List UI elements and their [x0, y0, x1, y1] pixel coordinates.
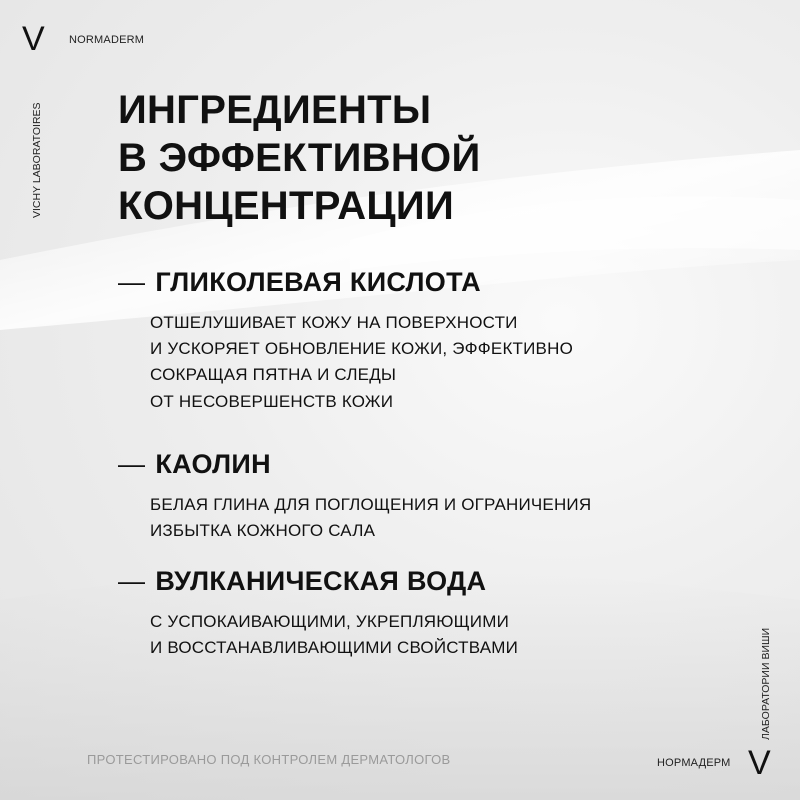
ingredient-heading: [118, 567, 518, 597]
description-line: ИЗБЫТКА КОЖНОГО САЛА: [150, 521, 376, 541]
product-name-bottom: НОРМАДЕРМ: [657, 757, 731, 769]
title-line: ИНГРЕДИЕНТЫ: [118, 88, 432, 132]
ingredient-name: ВУЛКАНИЧЕСКАЯ ВОДА: [155, 566, 487, 596]
description-line: СОКРАЩАЯ ПЯТНА И СЛЕДЫ: [150, 365, 397, 385]
ingredient-name: КАОЛИН: [155, 449, 271, 479]
description-line: БЕЛАЯ ГЛИНА ДЛЯ ПОГЛОЩЕНИЯ И ОГРАНИЧЕНИЯ: [150, 494, 592, 514]
description-line: И ВОССТАНАВЛИВАЮЩИМИ СВОЙСТВАМИ: [150, 638, 519, 658]
title-line: КОНЦЕНТРАЦИИ: [118, 184, 455, 228]
title-line: В ЭФФЕКТИВНОЙ: [118, 136, 481, 180]
dash-marker: —: [118, 566, 146, 596]
vichy-logo-mark: V: [22, 20, 44, 58]
vichy-logo-mark-bottom: V: [748, 744, 770, 782]
dash-marker: —: [118, 449, 146, 479]
ingredient-volcanic-water: [118, 567, 518, 661]
product-name-top: NORMADERM: [69, 34, 145, 46]
ingredient-kaolin: [118, 450, 591, 544]
description-line: С УСПОКАИВАЮЩИМИ, УКРЕПЛЯЮЩИМИ: [150, 611, 509, 631]
ingredient-description: [150, 310, 573, 415]
ingredient-description: [150, 492, 591, 545]
ingredient-heading: [118, 450, 591, 480]
dermatologist-tested-note: ПРОТЕСТИРОВАНО ПОД КОНТРОЛЕМ ДЕРМАТОЛОГОВ: [87, 752, 451, 767]
ingredient-glycolic-acid: [118, 268, 573, 415]
ingredient-heading: [118, 268, 573, 298]
vertical-brand-left: VICHY LABORATOIRES: [31, 102, 43, 218]
description-line: ОТШЕЛУШИВАЕТ КОЖУ НА ПОВЕРХНОСТИ: [150, 312, 518, 332]
description-line: ОТ НЕСОВЕРШЕНСТВ КОЖИ: [150, 391, 394, 411]
ingredient-description: [150, 609, 518, 662]
dash-marker: —: [118, 267, 146, 297]
description-line: И УСКОРЯЕТ ОБНОВЛЕНИЕ КОЖИ, ЭФФЕКТИВНО: [150, 339, 573, 359]
page-title: [118, 86, 481, 230]
vertical-brand-right: ЛАБОРАТОРИИ ВИШИ: [760, 627, 772, 740]
ingredient-name: ГЛИКОЛЕВАЯ КИСЛОТА: [155, 267, 481, 297]
